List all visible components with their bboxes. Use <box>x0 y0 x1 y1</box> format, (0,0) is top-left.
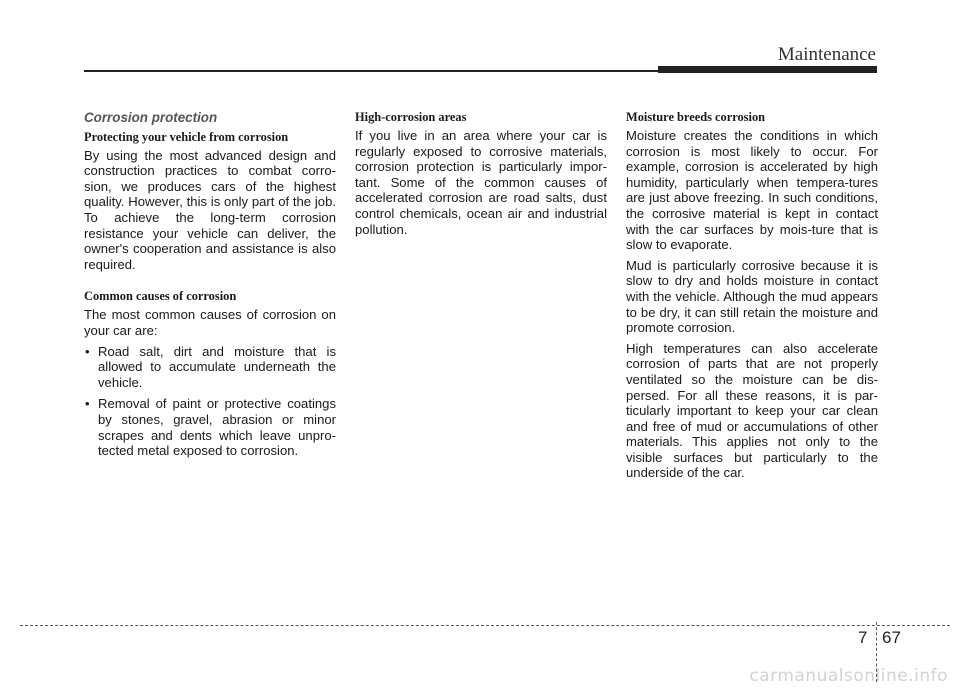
footer-divider <box>20 625 950 626</box>
header-rule <box>84 70 658 72</box>
section-header-title: Maintenance <box>777 44 876 65</box>
section-title: Corrosion protection <box>84 110 218 125</box>
subheading-protecting: Protecting your vehicle from corrosion <box>84 129 289 144</box>
paragraph-common-causes: The most common causes of corrosion on your car are: <box>84 307 336 338</box>
causes-list <box>84 344 336 459</box>
list-item: • Road salt, dirt and moisture that is allowed to accumulate underneath the vehicle. <box>84 344 336 391</box>
header-bar <box>658 66 877 73</box>
paragraph-temperatures: High temperatures can also accelerate corrosion of parts that are not properly ventilated so the moisture can be dis-persed. For all these reasons, it is par-ticularly important to keep your car clean and free of mud or accumulations of other materials. This applies not only to the visible surfaces but particularly to the underside of the car. <box>626 340 878 481</box>
list-item: • Removal of paint or protective coatings by stones, gravel, abrasion or minor scrapes and dents which leave unpro-tected metal exposed to corrosion. <box>84 396 336 458</box>
page-number: 67 <box>882 628 901 647</box>
paragraph-moisture: Moisture creates the conditions in which corrosion is most likely to occur. For example, corrosion is accelerated by high humidity, particularly when tempera-tures are just above freezing. In such conditions, the corrosive material is kept in contact with the car surfaces by mois-ture that is slow to evaporate. <box>626 128 878 253</box>
subheading-high-corrosion: High-corrosion areas <box>355 110 467 124</box>
paragraph-protecting: By using the most advanced design and construction practices to combat corro-sion, we produces cars of the highest quality. However, this is only part of the job. To achieve the long-term corrosion resistance your vehicle can deliver, the owner's cooperation and assistance is also required. <box>84 147 336 272</box>
chapter-number: 7 <box>858 628 868 647</box>
column-middle <box>355 110 607 242</box>
column-right <box>626 110 878 486</box>
paragraph-mud: Mud is particularly corrosive because it is slow to dry and holds moisture in contact with the vehicle. Although the mud appears to be dry, it can still retain the moisture and promote corrosion. <box>626 257 878 336</box>
paragraph-high-corrosion: If you live in an area where your car is regularly exposed to corrosive materials, corrosion protection is particularly impor-tant. Some of the common causes of accelerated corrosion are road salts, dust control chemicals, ocean air and industrial pollution. <box>355 128 607 237</box>
watermark: carmanualsonline.info <box>749 666 948 686</box>
subheading-common-causes: Common causes of corrosion <box>84 289 237 304</box>
column-left <box>84 110 336 465</box>
subheading-moisture: Moisture breeds corrosion <box>626 110 766 124</box>
